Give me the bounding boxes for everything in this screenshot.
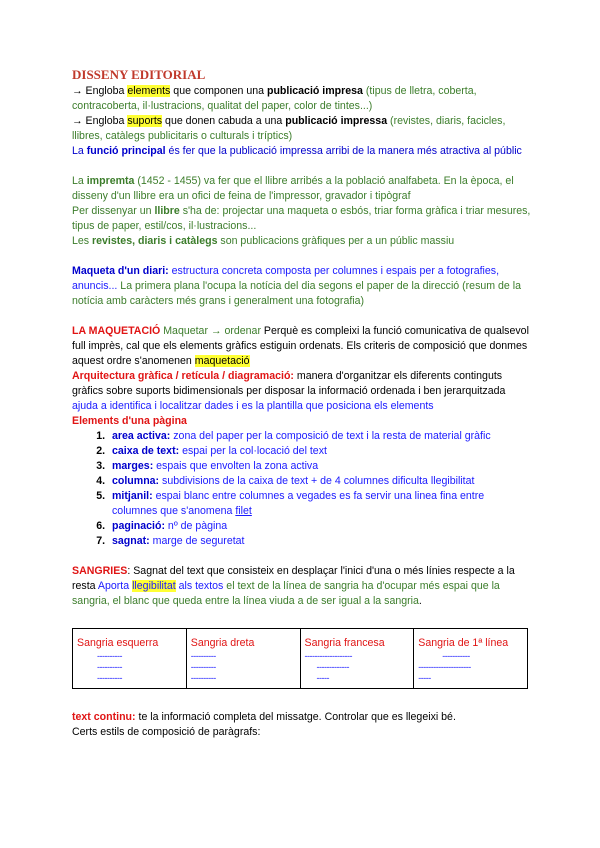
intro-line-1-text-b: que componen una	[170, 85, 267, 97]
dash-line: -----------	[418, 651, 470, 661]
bold-publicacio-impressa: publicació impressa	[285, 115, 388, 127]
maqueta-paragraph	[72, 264, 532, 309]
maquetacio-heading: LA MAQUETACIÓ	[72, 325, 161, 337]
estils-composicio: Certs estils de composició de paràgrafs:	[72, 726, 261, 738]
bold-impremta: impremta	[86, 175, 135, 187]
sangries-detail: el text de la línea de sangria ha d'ocupar més espai que la sangria, el blanc que queda entre la línea viuda a de ser igual a la sangria	[72, 580, 500, 607]
element-desc: espai blanc entre columnes a vegades es fa servir una linea fina entre columnes que s'anomena	[112, 490, 485, 517]
text-continu-section	[72, 710, 532, 740]
element-term: sagnat:	[112, 535, 150, 547]
text-continu-paragraph	[72, 710, 532, 725]
list-item	[108, 489, 532, 519]
highlight-suports: suports	[127, 115, 163, 127]
maqueta-term: Maqueta d'un diari:	[72, 265, 169, 277]
text-continu-term: text continu:	[72, 711, 136, 723]
bold-funcio-principal: funció principal	[86, 145, 166, 157]
element-term: marges:	[112, 460, 154, 472]
highlight-maquetacio: maquetació	[194, 355, 250, 367]
list-item	[108, 459, 532, 474]
elements-list	[72, 429, 532, 549]
spacer	[72, 249, 532, 264]
sangries-text: : Sagnat del text que consisteix en desplaçar l'inici d'una o més línies respecte a la resta	[72, 565, 515, 592]
list-item	[108, 444, 532, 459]
element-desc: espais que envolten la zona activa	[153, 460, 319, 472]
highlight-elements: elements	[127, 85, 171, 97]
llibre-text-b: s'ha de: projectar una maqueta o esbós, triar forma gràfica i triar mesures, tipus de paper, estil/cos, il·lustracions...	[72, 205, 531, 232]
element-term: paginació:	[112, 520, 165, 532]
cell-sangria-esquerra	[73, 629, 187, 689]
maqueta-definition: estructura concreta composta per columnes i espais per a fotografies, anuncis...	[72, 265, 500, 292]
sangries-paragraph	[72, 564, 532, 609]
spacer	[72, 309, 532, 324]
element-term: mitjanil:	[112, 490, 153, 502]
dash-line: -------------	[304, 662, 349, 672]
cell-sangria-dreta	[186, 629, 300, 689]
elements-heading: Elements d'una pàgina	[72, 415, 187, 427]
element-desc: zona del paper per la composició de text i la resta de material gràfic	[170, 430, 491, 442]
intro-line-3	[72, 144, 532, 159]
dash-line: -----	[304, 673, 329, 683]
intro-line-1-text: → Engloba	[72, 85, 128, 97]
imprenta-paragraph	[72, 174, 532, 204]
maquetacio-text: Perquè es compleixi la funció comunicativa de qualsevol full imprès, cal que els elements gràfics estiguin ordenats. Els criteris de composició que donmes aquest ordre s'anomenen	[72, 325, 529, 367]
dash-line: -------------------	[304, 651, 352, 661]
intro-line-2-detail: (revistes, diaris, facicles, llibres, catàlegs publicitaris o culturals i tríptics)	[72, 115, 506, 142]
sangries-dot: .	[418, 595, 422, 607]
intro-line-2-text: → Engloba	[72, 115, 128, 127]
imprenta-text-a: La	[72, 175, 87, 187]
maqueta-detail: La primera plana l'ocupa la notícia del dia segons el paper de la direcció (resum de la notícia amb caràcters més grans i generalment una fotografia)	[72, 280, 522, 307]
table-row	[73, 629, 528, 689]
intro-line-2-text-b: que donen cabuda a una	[162, 115, 286, 127]
intro-line-1	[72, 84, 532, 114]
intro-line-3-text-b: és fer que la publicació impressa arribi de la manera més atractiva al públic	[165, 145, 522, 157]
revistes-paragraph	[72, 234, 532, 249]
cell-header: Sangria dreta	[190, 637, 255, 649]
intro-line-1-detail: (tipus de lletra, coberta, contracoberta, il·lustracions, qualitat del paper, color de tintes...)	[72, 85, 477, 112]
sangries-aporta: Aporta	[95, 580, 133, 592]
cell-header: Sangria esquerra	[77, 637, 159, 649]
document-body	[72, 66, 532, 609]
page-title: DISSENY EDITORIAL	[72, 67, 206, 82]
cell-header: Sangria de 1ª línea	[418, 637, 509, 649]
spacer	[72, 159, 532, 174]
dash-line: ----------	[77, 673, 122, 683]
arquitectura-paragraph	[72, 369, 532, 414]
dash-line: ---------------------	[418, 662, 471, 672]
cell-header: Sangria francesa	[304, 637, 385, 649]
filet-underlined: filet	[235, 505, 252, 517]
intro-line-2	[72, 114, 532, 144]
text-continu-text: te la informació completa del missatge. Controlar que es llegeixi bé.	[135, 711, 456, 723]
revistes-text-a: Les	[72, 235, 93, 247]
element-desc: subdivisions de la caixa de text + de 4 columnes dificulta llegibilitat	[159, 475, 475, 487]
list-item	[108, 519, 532, 534]
maquetacio-paragraph	[72, 324, 532, 369]
bold-publicacio-impresa: publicació impresa	[266, 85, 363, 97]
sangries-textos: als textos	[175, 580, 224, 592]
bold-llibre: llibre	[154, 205, 180, 217]
element-desc: marge de seguretat	[149, 535, 245, 547]
dash-line: ----------	[190, 662, 216, 672]
intro-line-3-text: La	[72, 145, 87, 157]
element-term: columna:	[112, 475, 160, 487]
dash-line: -----	[418, 673, 431, 683]
dash-line: ----------	[77, 662, 122, 672]
llibre-text-a: Per dissenyar un	[72, 205, 155, 217]
sangria-table	[72, 628, 528, 689]
maquetar-ordenar: Maquetar → ordenar	[160, 325, 261, 337]
element-term: caixa de text:	[112, 445, 180, 457]
sangries-term: SANGRIES	[72, 565, 128, 577]
imprenta-text-b: (1452 - 1455) va fer que el llibre arribés a la població analfabeta. En la època, el disseny d'un llibre era un ofici de feina de l'impressor, gravador i tipògraf	[72, 175, 514, 202]
llibre-paragraph	[72, 204, 532, 234]
element-desc: nº de pàgina	[164, 520, 228, 532]
highlight-llegibilitat: llegibilitat	[132, 580, 176, 592]
arquitectura-detail: ajuda a identifica i localitzar dades i es la plantilla que posiciona els elements	[72, 400, 434, 412]
bold-revistes: revistes, diaris i catàlegs	[92, 235, 218, 247]
list-item	[108, 429, 532, 444]
arquitectura-text: manera d'organitzar els diferents continguts gràfics sobre suports bidimensionals per disposar la informació ordenada i ben jerarquitzada	[72, 370, 506, 397]
spacer	[72, 549, 532, 564]
list-item	[108, 534, 532, 549]
dash-line: ----------	[77, 651, 122, 661]
element-desc: espai per la col·locació del text	[179, 445, 327, 457]
cell-sangria-primera-linea	[414, 629, 528, 689]
cell-sangria-francesa	[300, 629, 414, 689]
dash-line: ----------	[190, 673, 216, 683]
revistes-text-b: son publicacions gràfiques per a un públic massiu	[217, 235, 455, 247]
arquitectura-term: Arquitectura gràfica / retícula / diagramació:	[72, 370, 294, 382]
dash-line: ----------	[190, 651, 216, 661]
list-item	[108, 474, 532, 489]
element-term: area activa:	[112, 430, 171, 442]
